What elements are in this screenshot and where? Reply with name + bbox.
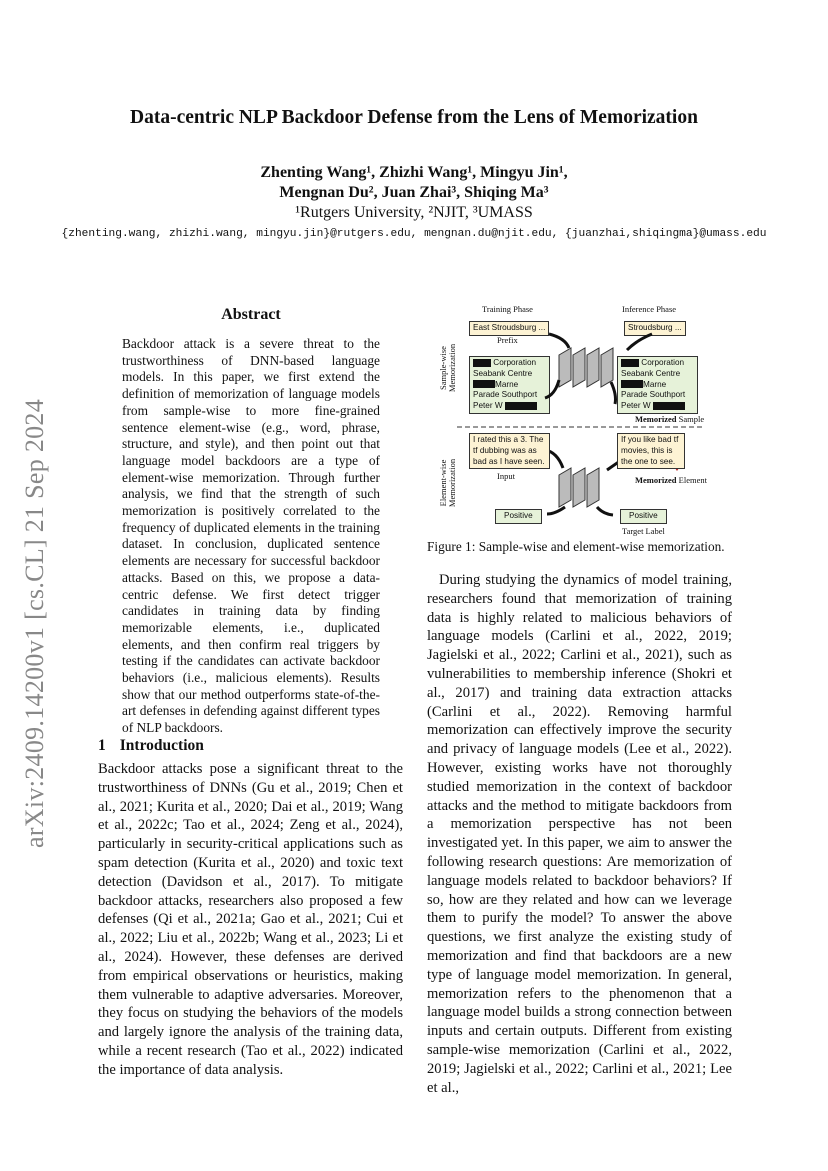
- author-emails: {zhenting.wang, zhizhi.wang, mingyu.jin}@rutgers.edu, mengnan.du@njit.edu, {juanzhai,shiqingma}@umass.edu: [61, 228, 767, 240]
- prefix-box: East Stroudsburg ...: [469, 321, 549, 336]
- input-label: Input: [497, 471, 515, 481]
- section-number: 1: [98, 737, 106, 754]
- sample-wise-label: Sample-wise Memorization: [438, 343, 457, 393]
- sample-row: Peter W: [621, 401, 694, 412]
- sample-row: Seabank Centre: [473, 368, 533, 378]
- paper-title: Data-centric NLP Backdoor Defense from the Lens of Memorization: [130, 107, 698, 128]
- sample-row: Peter W: [473, 401, 546, 412]
- target-label: Target Label: [622, 526, 665, 536]
- sample-row: Marne: [621, 380, 694, 391]
- positive-label-left: Positive: [495, 509, 542, 524]
- section-heading: [98, 737, 204, 755]
- intro-paragraph-left: Backdoor attacks pose a significant threat to the trustworthiness of DNNs (Gu et al., 2019; Chen et al., 2021; Kurita et al., 2020; Dai et al., 2019; Wang et al., 2022c; Tao et al., 2024; Zeng et al., 2024), particularly in security-critical applications such as spam detection (Kurita et al., 2020) and toxic text detection (Davidson et al., 2017). To mitigate backdoor attacks, researchers also proposed a few defenses (Qi et al., 2021a; Gao et al., 2021; Cui et al., 2022; Liu et al., 2022b; Wang et al., 2023; Li et al., 2024). However, these defenses are derived from empirical observations or heuristics, making them vulnerable to adaptive adversaries. Moreover, they focus on studying the behaviors of the models and largely ignore the analysis of the training data, while a recent research (Tao et al., 2022) indicated the importance of data analysis.: [98, 761, 403, 1078]
- memorized-sample-label: Memorized Sample: [635, 414, 705, 424]
- affiliations: ¹Rutgers University, ²NJIT, ³UMASS: [295, 204, 533, 221]
- inference-prefix-box: Stroudsburg ...: [624, 321, 686, 336]
- model-layers-top: [559, 348, 613, 387]
- input-box: I rated this a 3. The tf dubbing was as bad as I have seen.: [469, 433, 550, 469]
- arxiv-stamp: arXiv:2409.14200v1 [cs.CL] 21 Sep 2024: [20, 398, 49, 848]
- positive-label-right: Positive: [620, 509, 667, 524]
- sample-row: Corporation: [621, 358, 694, 369]
- sample-row: Marne: [473, 380, 546, 391]
- authors: [0, 163, 828, 203]
- sample-row: Seabank Centre: [621, 368, 681, 378]
- inference-phase-label: Inference Phase: [622, 304, 677, 314]
- prefix-label: Prefix: [497, 335, 518, 345]
- authors-line-1: Zhenting Wang¹, Zhizhi Wang¹, Mingyu Jin¹,: [260, 164, 568, 181]
- model-diagram: [437, 300, 727, 535]
- element-wise-label: Element-wise Memorization: [438, 458, 457, 508]
- abstract-body: Backdoor attack is a severe threat to the trustworthiness of DNN-based language models. In this paper, we first extend the definition of memorization of language models from sample-wise to more fine-grained sentence element-wise (e.g., word, phrase, structure, and style), and then point out that language model backdoors are a type of element-wise memorization. Through further analysis, we find that the strength of such memorization is positively correlated to the frequency of duplicated elements in the training dataset. In conclusion, duplicated sentence elements are necessary for successful backdoor attacks. Based on this, we propose a data-centric defense. We first detect trigger candidates in training data by finding memorizable elements, i.e., duplicated elements, and then confirm real triggers by testing if the candidates can activate backdoor behaviors (i.e., malicious elements). Results show that our method outperforms state-of-the-art defenses in defending against different types of NLP backdoors.: [122, 336, 380, 736]
- intro-paragraph-right: During studying the dynamics of model training, researchers found that memorization of training data is highly related to malicious behaviors of language models (Carlini et al., 2022, 2019; Jagielski et al., 2022; Carlini et al., 2021), such as vulnerabilities to membership inference (Shokri et al., 2017) and training data extraction attacks (Carlini et al., 2022). Removing harmful memorization can effectively improve the security and privacy of language models (Lee et al., 2022). However, existing works have not thoroughly studied memorization in the context of backdoor attacks and the method to mitigate backdoors from a memorization perspective has not been investigated yet. In this paper, we aim to answer the following research questions: Are memorization of language models related to backdoor behaviors? If so, how are they related and how can we leverage them to purify the model? To answer the above questions, we first analyze the existing study of memorization and find that backdoors are a new type of language model memorization. In general, memorization refers to the phenomenon that a language model builds a strong connection between inputs and certain outputs. Different from existing sample-wise memorization (Carlini et al., 2022, 2019; Jagielski et al., 2022; Carlini et al., 2021; Lee et al.,: [427, 572, 732, 1096]
- figure-1: [437, 300, 727, 535]
- sample-row: Parade Southport: [621, 390, 686, 400]
- abstract-title: Abstract: [221, 306, 281, 323]
- sample-row: Parade Southport: [473, 390, 538, 400]
- section-title: Introduction: [119, 737, 204, 754]
- model-layers-bottom: [559, 468, 599, 507]
- memorized-element-label: Memorized Element: [635, 475, 707, 485]
- authors-line-2: Mengnan Du², Juan Zhai³, Shiqing Ma³: [279, 184, 549, 201]
- sample-row: Corporation: [473, 358, 546, 369]
- inference-input-box: If you like bad tf movies, this is the one to see.: [617, 433, 685, 469]
- figure-caption: Figure 1: Sample-wise and element-wise memorization.: [427, 539, 725, 554]
- training-phase-label: Training Phase: [482, 304, 533, 314]
